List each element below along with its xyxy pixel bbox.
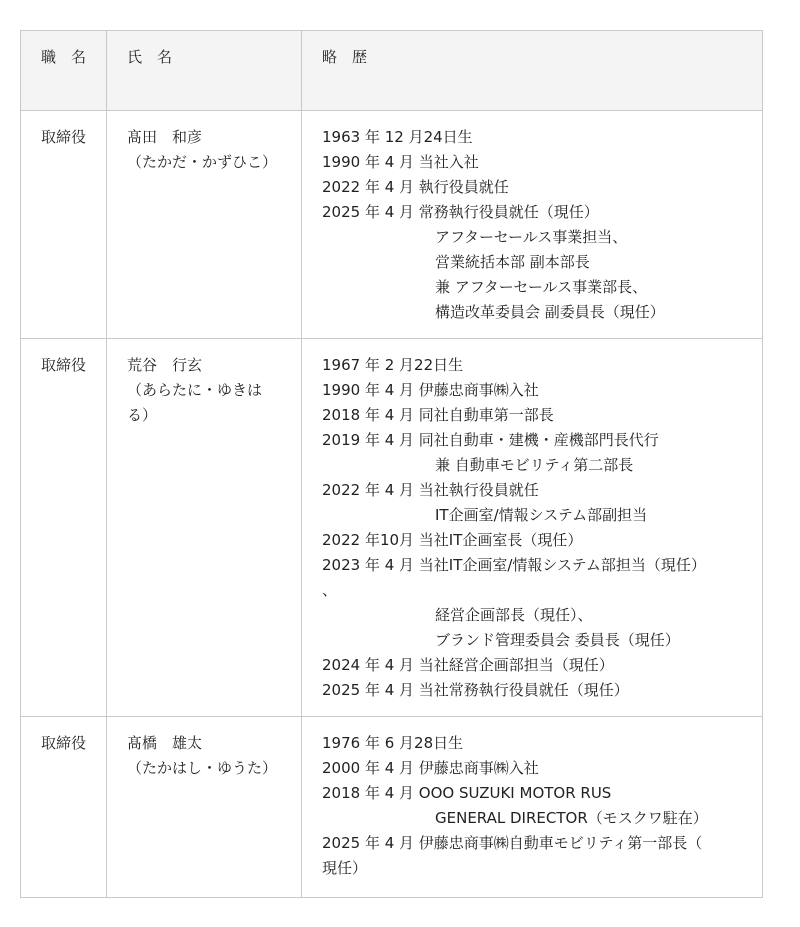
table-row — [21, 339, 763, 717]
career-line: 2019 年 4 月 同社自動車・建機・産機部門長代行 — [322, 431, 659, 449]
career-line: 2024 年 4 月 当社経営企画部担当（現任） — [322, 656, 614, 674]
career-line: 2000 年 4 月 伊藤忠商事㈱入社 — [322, 759, 539, 777]
header-row — [21, 31, 763, 111]
officer-reading: （あらたに・ゆきはる） — [127, 381, 263, 424]
career-line: 2022 年 4 月 当社執行役員就任 — [322, 481, 539, 499]
officer-name: 荒谷 行玄 — [127, 356, 203, 374]
career-cell — [302, 339, 763, 717]
name-cell — [107, 339, 302, 717]
career-line: 営業統括本部 副本部長 — [435, 253, 590, 271]
career-line: アフターセールス事業担当、 — [435, 228, 628, 246]
position-cell: 取締役 — [21, 339, 107, 717]
career-line: 兼 自動車モビリティ第二部長 — [435, 456, 634, 474]
career-line: 2025 年 4 月 常務執行役員就任（現任） — [322, 203, 599, 221]
table-row — [21, 717, 763, 898]
career-line: 1976 年 6 月28日生 — [322, 734, 464, 752]
header-history: 略 歴 — [302, 31, 763, 111]
career-line: 1990 年 4 月 伊藤忠商事㈱入社 — [322, 381, 539, 399]
header-position: 職 名 — [21, 31, 107, 111]
officers-table — [20, 30, 763, 898]
career-cell — [302, 717, 763, 898]
officer-reading: （たかはし・ゆうた） — [127, 759, 278, 777]
career-line: 2022 年10月 当社IT企画室長（現任） — [322, 531, 583, 549]
career-line: 2018 年 4 月 同社自動車第一部長 — [322, 406, 554, 424]
name-cell — [107, 111, 302, 339]
name-cell — [107, 717, 302, 898]
career-line: 2018 年 4 月 OOO SUZUKI MOTOR RUS — [322, 784, 612, 802]
career-line: 経営企画部長（現任）、 — [435, 606, 593, 624]
officer-name: 髙橋 雄太 — [127, 734, 203, 752]
officer-reading: （たかだ・かずひこ） — [127, 153, 278, 171]
career-line: 構造改革委員会 副委員長（現任） — [435, 303, 665, 321]
career-line: 2023 年 4 月 当社IT企画室/情報システム部担当（現任） — [322, 556, 706, 574]
career-line: GENERAL DIRECTOR（モスクワ駐在） — [435, 809, 708, 827]
career-line: 2025 年 4 月 当社常務執行役員就任（現任） — [322, 681, 629, 699]
career-line: 1963 年 12 月24日生 — [322, 128, 473, 146]
table-row — [21, 111, 763, 339]
career-cell — [302, 111, 763, 339]
career-line: 1990 年 4 月 当社入社 — [322, 153, 479, 171]
career-line: IT企画室/情報システム部副担当 — [435, 506, 648, 524]
career-line: 2025 年 4 月 伊藤忠商事㈱自動車モビリティ第一部長（ — [322, 834, 703, 852]
career-line: 、 — [322, 581, 338, 599]
header-name: 氏 名 — [107, 31, 302, 111]
position-cell: 取締役 — [21, 717, 107, 898]
career-line: 1967 年 2 月22日生 — [322, 356, 464, 374]
career-line: ブランド管理委員会 委員長（現任） — [435, 631, 680, 649]
position-cell: 取締役 — [21, 111, 107, 339]
career-line: 兼 アフターセールス事業部長、 — [435, 278, 648, 296]
career-line: 2022 年 4 月 執行役員就任 — [322, 178, 509, 196]
officer-name: 髙田 和彦 — [127, 128, 203, 146]
career-line: 現任） — [322, 859, 368, 877]
